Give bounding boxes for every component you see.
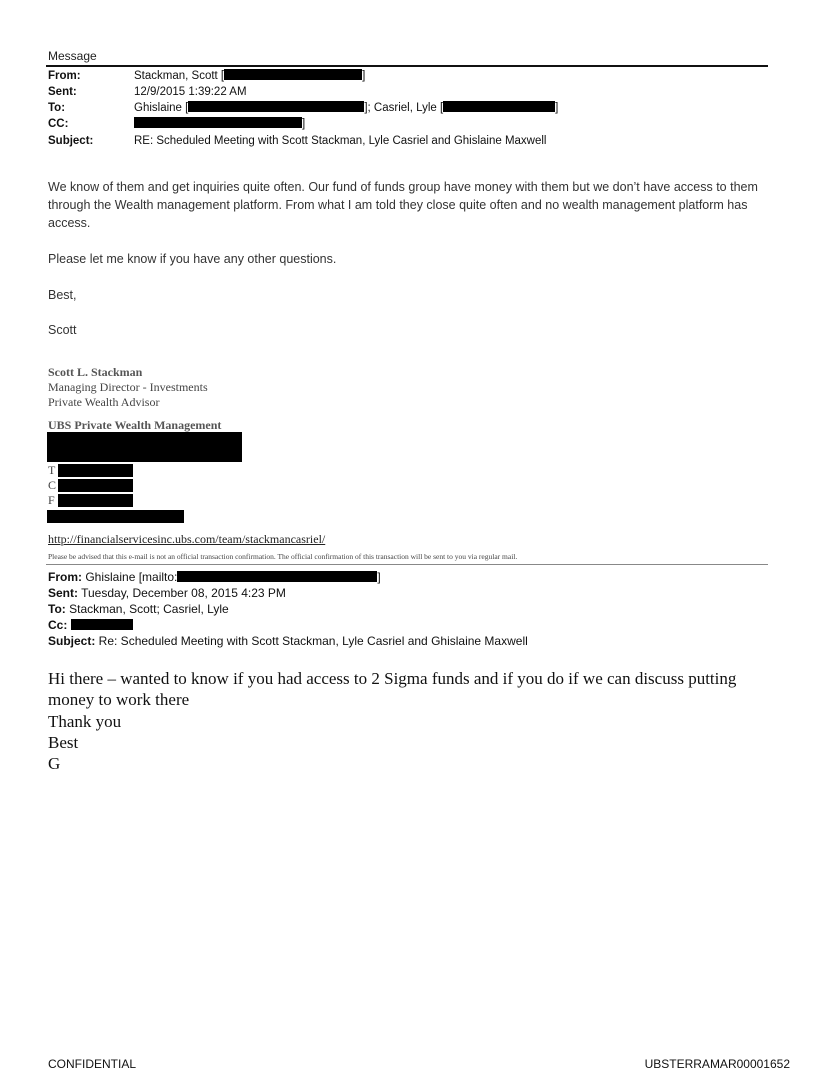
original-message-line-4: G xyxy=(48,754,61,773)
original-message-line-2: Thank you xyxy=(48,712,122,731)
forwarded-sent-value: Tuesday, December 08, 2015 4:23 PM xyxy=(78,586,286,600)
forwarded-from-close: ] xyxy=(377,570,381,584)
disclaimer-text: Please be advised that this e-mail is not an official transaction confirmation. The official confirmation of this transaction will be sent to you via regular mail. xyxy=(48,552,518,561)
from-label: From: xyxy=(48,70,81,82)
forwarded-cc-label: Cc: xyxy=(48,618,68,632)
forwarded-to-label: To: xyxy=(48,602,66,616)
signature-cell-label: C xyxy=(48,478,57,492)
forwarded-to-value: Stackman, Scott; Casriel, Lyle xyxy=(65,602,229,616)
divider-rule xyxy=(46,564,768,565)
to-value: Ghislaine [ ]; Casriel, Lyle [ ] xyxy=(134,102,559,114)
from-value: Stackman, Scott [ ] xyxy=(134,70,366,82)
message-label: Message xyxy=(48,49,97,63)
redaction-block xyxy=(188,101,364,112)
redaction-block xyxy=(134,117,302,128)
redaction-block xyxy=(58,479,133,492)
redaction-block xyxy=(47,432,242,462)
redaction-block xyxy=(47,510,184,523)
sent-value: 12/9/2015 1:39:22 AM xyxy=(134,86,247,98)
forwarded-subject-value: Re: Scheduled Meeting with Scott Stackman, Lyle Casriel and Ghislaine Maxwell xyxy=(95,634,528,648)
signature-phone-label: T xyxy=(48,463,56,477)
signature-name: Scott L. Stackman xyxy=(48,365,143,379)
forwarded-sent-row xyxy=(48,585,286,601)
redaction-block xyxy=(71,619,133,630)
body-closing: Best, xyxy=(48,288,77,302)
forwarded-from-value: Ghislaine [mailto: xyxy=(82,570,178,584)
signature-company: UBS Private Wealth Management xyxy=(48,418,222,432)
redaction-block xyxy=(443,101,555,112)
forwarded-cc-row xyxy=(48,617,133,633)
subject-label: Subject: xyxy=(48,135,94,147)
confidential-label: CONFIDENTIAL xyxy=(48,1057,137,1071)
cc-value: ] xyxy=(134,116,305,132)
header-rule xyxy=(46,65,768,67)
redaction-block xyxy=(58,464,133,477)
body-signoff: Scott xyxy=(48,323,77,337)
original-message-line-1: Hi there – wanted to know if you had access to 2 Sigma funds and if you do if we can discuss putting money to work there xyxy=(48,669,737,709)
redaction-block xyxy=(58,494,133,507)
sent-label: Sent: xyxy=(48,86,77,98)
team-website-link[interactable]: http://financialservicesinc.ubs.com/team/stackmancasriel/ xyxy=(48,532,326,546)
redaction-block xyxy=(177,571,377,582)
forwarded-subject-label: Subject: xyxy=(48,634,96,648)
to-label: To: xyxy=(48,102,66,114)
forwarded-from-row xyxy=(48,569,381,585)
signature-title-1: Managing Director - Investments xyxy=(48,380,208,394)
redaction-block xyxy=(224,69,362,80)
forwarded-from-label: From: xyxy=(48,570,82,584)
forwarded-sent-label: Sent: xyxy=(48,586,78,600)
body-paragraph-1: We know of them and get inquiries quite often. Our fund of funds group have money with them but we don’t have access to them through the Wealth management platform. From what I am told they close quite often and no wealth management platform has access. xyxy=(48,180,758,230)
signature-title-2: Private Wealth Advisor xyxy=(48,395,160,409)
cc-label: CC: xyxy=(48,118,69,130)
body-paragraph-2: Please let me know if you have any other questions. xyxy=(48,252,337,266)
subject-value: RE: Scheduled Meeting with Scott Stackman, Lyle Casriel and Ghislaine Maxwell xyxy=(134,135,547,147)
signature-fax-label: F xyxy=(48,493,55,507)
original-message-line-3: Best xyxy=(48,733,79,752)
forwarded-subject-row xyxy=(48,633,528,649)
bates-number: UBSTERRAMAR00001652 xyxy=(644,1057,790,1071)
forwarded-to-row xyxy=(48,601,229,617)
